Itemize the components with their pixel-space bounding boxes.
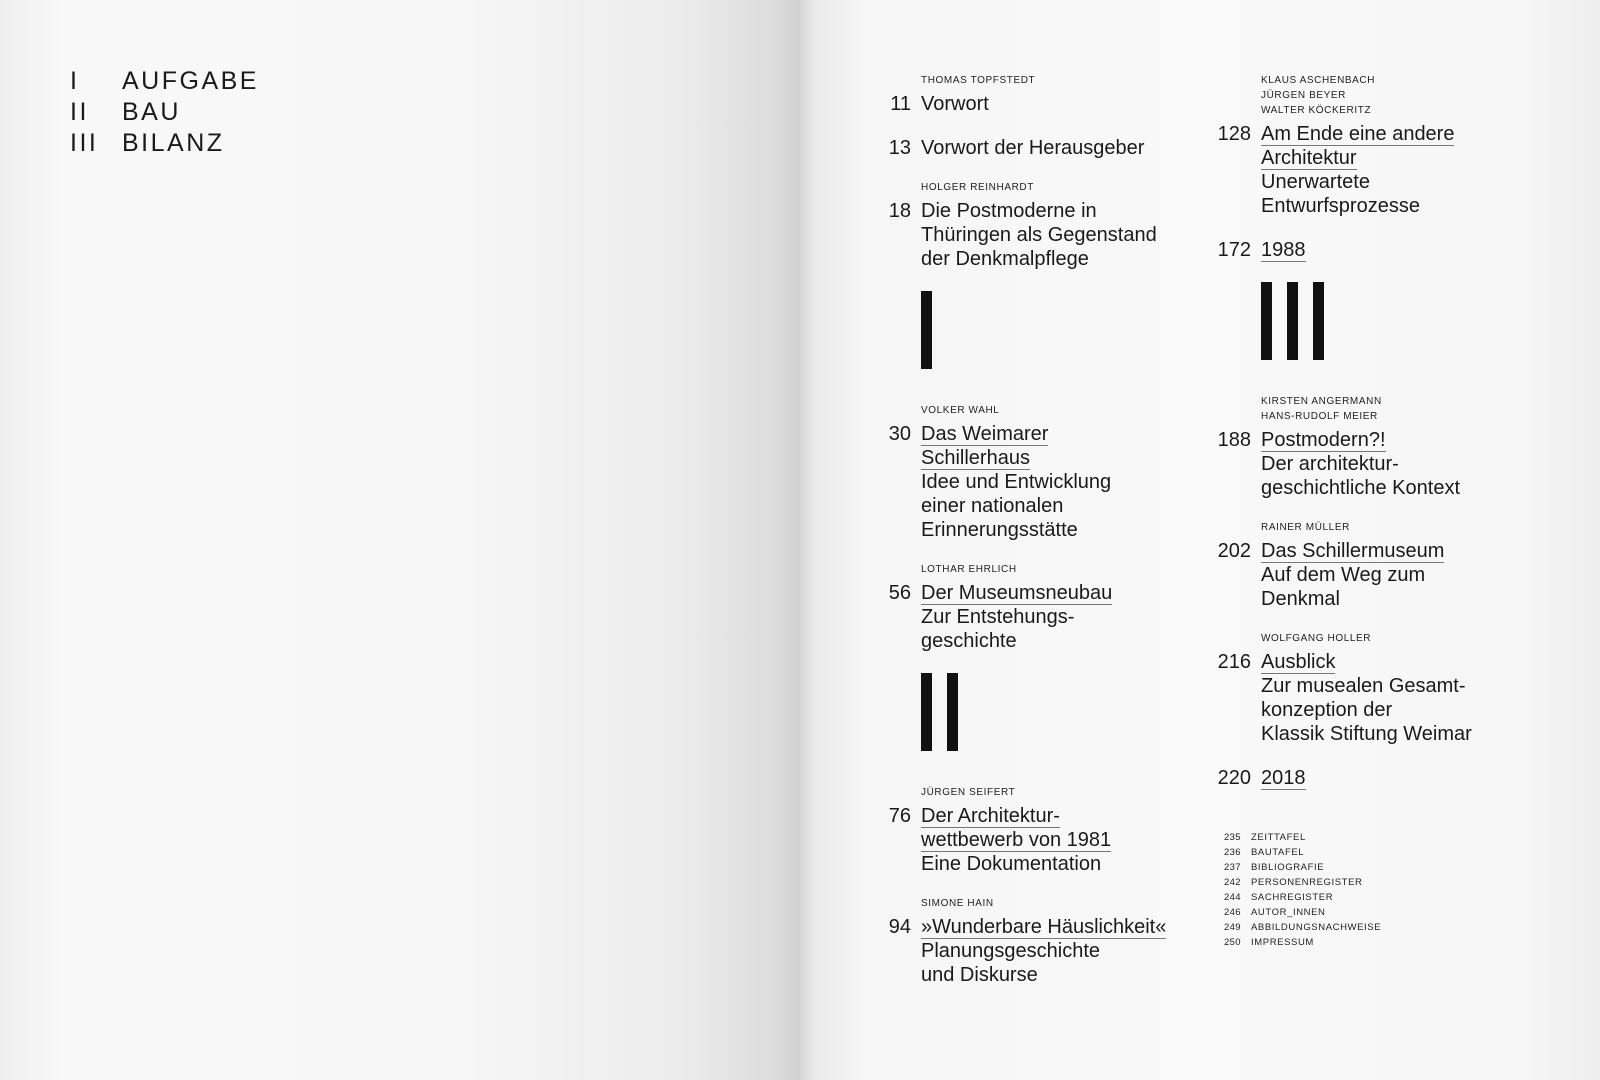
author-name: THOMAS TOPFSTEDT bbox=[921, 75, 1036, 86]
part-numeral: II bbox=[70, 98, 89, 126]
numeral-bar bbox=[947, 673, 958, 751]
page-number: 220 bbox=[1217, 767, 1251, 789]
entry-title-link[interactable]: Das Schillermuseum bbox=[1261, 540, 1445, 562]
entry-authors bbox=[921, 785, 1195, 800]
entry-title-link[interactable]: 2018 bbox=[1261, 767, 1306, 789]
toc-entry bbox=[855, 136, 1195, 160]
entry-subtitle: geschichtliche Kontext bbox=[1261, 477, 1461, 499]
appendix-item[interactable] bbox=[1195, 830, 1555, 845]
page-number: 11 bbox=[890, 93, 911, 115]
page-number: 13 bbox=[888, 137, 911, 159]
appendix-page-number: 250 bbox=[1223, 937, 1241, 948]
part-row bbox=[70, 97, 259, 128]
toc-entry bbox=[855, 785, 1195, 876]
author-name: KLAUS ASCHENBACH bbox=[1261, 75, 1376, 86]
entry-title-link[interactable]: 1988 bbox=[1261, 239, 1306, 261]
part-label: BAU bbox=[122, 98, 181, 126]
author-name: LOTHAR EHRLICH bbox=[921, 564, 1017, 575]
appendix-page-number: 236 bbox=[1223, 847, 1241, 858]
appendix-page-number: 246 bbox=[1223, 907, 1241, 918]
appendix-page-number: 235 bbox=[1223, 832, 1241, 843]
numeral-bar bbox=[1261, 282, 1272, 360]
appendix-page-number: 249 bbox=[1223, 922, 1241, 933]
author-name: RAINER MÜLLER bbox=[1261, 522, 1350, 533]
parts-overview bbox=[70, 66, 259, 159]
entry-title-link[interactable]: Am Ende eine andere bbox=[1261, 123, 1455, 145]
entry-subtitle: Thüringen als Gegenstand bbox=[921, 224, 1157, 246]
entry-subtitle: der Denkmalpflege bbox=[921, 248, 1089, 270]
appendix-label: BIBLIOGRAFIE bbox=[1251, 862, 1325, 873]
entry-authors bbox=[921, 73, 1195, 88]
toc-column-right bbox=[1195, 73, 1555, 950]
toc-entry bbox=[1195, 520, 1555, 611]
toc-entry bbox=[855, 896, 1195, 987]
part-row bbox=[70, 128, 259, 159]
part-one-numeral-mark bbox=[921, 291, 1195, 369]
appendix-item[interactable] bbox=[1195, 875, 1555, 890]
entry-subtitle: Erinnerungsstätte bbox=[921, 519, 1078, 541]
entry-subtitle: Zur Entstehungs- bbox=[921, 606, 1075, 628]
appendix-label: ZEITTAFEL bbox=[1251, 832, 1306, 843]
entry-subtitle: Entwurfsprozesse bbox=[1261, 195, 1420, 217]
page-number: 202 bbox=[1217, 540, 1251, 562]
entry-authors bbox=[1261, 631, 1555, 646]
entry-authors bbox=[921, 562, 1195, 577]
page-number: 172 bbox=[1217, 239, 1251, 261]
appendix-item[interactable] bbox=[1195, 905, 1555, 920]
entry-subtitle: Planungsgeschichte bbox=[921, 940, 1101, 962]
entry-title-link[interactable]: Ausblick bbox=[1261, 651, 1336, 673]
entry-title-link[interactable]: Der Architektur- bbox=[921, 805, 1060, 827]
entry-title: Vorwort bbox=[921, 93, 989, 115]
appendix-label: SACHREGISTER bbox=[1251, 892, 1334, 903]
author-name: JÜRGEN BEYER bbox=[1261, 90, 1346, 101]
entry-subtitle: Der architektur- bbox=[1261, 453, 1399, 475]
appendix-label: IMPRESSUM bbox=[1251, 937, 1314, 948]
page-number: 18 bbox=[888, 200, 911, 222]
entry-subtitle: Eine Dokumentation bbox=[921, 853, 1102, 875]
entry-subtitle: Idee und Entwicklung bbox=[921, 471, 1112, 493]
toc-entry bbox=[855, 403, 1195, 542]
page-number: 30 bbox=[888, 423, 911, 445]
appendix-label: BAUTAFEL bbox=[1251, 847, 1305, 858]
appendix-list bbox=[1195, 830, 1555, 950]
entry-authors bbox=[921, 403, 1195, 418]
entry-authors bbox=[1261, 394, 1555, 424]
appendix-item[interactable] bbox=[1195, 890, 1555, 905]
part-three-numeral-mark bbox=[1261, 282, 1555, 360]
entry-title-link[interactable]: »Wunderbare Häuslichkeit« bbox=[921, 916, 1167, 938]
numeral-bar bbox=[1287, 282, 1298, 360]
page-number: 128 bbox=[1217, 123, 1251, 145]
entry-subtitle: Auf dem Weg zum bbox=[1261, 564, 1426, 586]
part-row bbox=[70, 66, 259, 97]
author-name: WOLFGANG HOLLER bbox=[1261, 633, 1372, 644]
entry-title-link[interactable]: Architektur bbox=[1261, 147, 1357, 169]
toc-entry bbox=[1195, 766, 1555, 790]
entry-authors bbox=[921, 896, 1195, 911]
numeral-bar bbox=[921, 673, 932, 751]
part-numeral: III bbox=[70, 129, 99, 157]
entry-authors bbox=[921, 180, 1195, 195]
page-number: 94 bbox=[888, 916, 911, 938]
part-label: BILANZ bbox=[122, 129, 225, 157]
entry-subtitle: Unerwartete bbox=[1261, 171, 1370, 193]
numeral-bar bbox=[921, 291, 932, 369]
toc-entry bbox=[1195, 394, 1555, 500]
appendix-page-number: 244 bbox=[1223, 892, 1241, 903]
entry-subtitle: geschichte bbox=[921, 630, 1017, 652]
author-name: VOLKER WAHL bbox=[921, 405, 1000, 416]
entry-title-link[interactable]: Das Weimarer bbox=[921, 423, 1049, 445]
entry-title-link[interactable]: Der Museumsneubau bbox=[921, 582, 1113, 604]
author-name: WALTER KÖCKERITZ bbox=[1261, 105, 1372, 116]
page-number: 216 bbox=[1217, 651, 1251, 673]
entry-title-link[interactable]: wettbewerb von 1981 bbox=[921, 829, 1112, 851]
entry-subtitle: Klassik Stiftung Weimar bbox=[1261, 723, 1472, 745]
entry-title-link[interactable]: Schillerhaus bbox=[921, 447, 1030, 469]
author-name: SIMONE HAIN bbox=[921, 898, 994, 909]
appendix-page-number: 242 bbox=[1223, 877, 1241, 888]
author-name: KIRSTEN ANGERMANN bbox=[1261, 396, 1382, 407]
toc-entry bbox=[855, 180, 1195, 271]
appendix-label: ABBILDUNGSNACHWEISE bbox=[1251, 922, 1382, 933]
part-two-numeral-mark bbox=[921, 673, 1195, 751]
appendix-item[interactable] bbox=[1195, 920, 1555, 935]
entry-subtitle: konzeption der bbox=[1261, 699, 1393, 721]
author-name: HANS-RUDOLF MEIER bbox=[1261, 411, 1378, 422]
toc-entry bbox=[855, 562, 1195, 653]
entry-authors bbox=[1261, 520, 1555, 535]
part-label: AUFGABE bbox=[122, 67, 259, 95]
entry-title: Vorwort der Herausgeber bbox=[921, 137, 1145, 159]
entry-title-link[interactable]: Postmodern?! bbox=[1261, 429, 1386, 451]
entry-authors bbox=[1261, 73, 1555, 118]
appendix-label: AUTOR_INNEN bbox=[1251, 907, 1326, 918]
toc-entry bbox=[1195, 631, 1555, 746]
entry-subtitle: und Diskurse bbox=[921, 964, 1038, 986]
appendix-item[interactable] bbox=[1195, 935, 1555, 950]
entry-title: Die Postmoderne in bbox=[921, 200, 1097, 222]
entry-subtitle: Denkmal bbox=[1261, 588, 1340, 610]
author-name: JÜRGEN SEIFERT bbox=[921, 787, 1016, 798]
appendix-item[interactable] bbox=[1195, 845, 1555, 860]
page-number: 76 bbox=[888, 805, 911, 827]
numeral-bar bbox=[1313, 282, 1324, 360]
appendix-item[interactable] bbox=[1195, 860, 1555, 875]
appendix-page-number: 237 bbox=[1223, 862, 1241, 873]
appendix-label: PERSONENREGISTER bbox=[1251, 877, 1363, 888]
entry-subtitle: Zur musealen Gesamt- bbox=[1261, 675, 1466, 697]
toc-entry bbox=[855, 73, 1195, 116]
page-number: 188 bbox=[1217, 429, 1251, 451]
entry-subtitle: einer nationalen bbox=[921, 495, 1064, 517]
toc-entry bbox=[1195, 238, 1555, 262]
toc-column-left bbox=[855, 73, 1195, 1007]
toc-entry bbox=[1195, 73, 1555, 218]
page-number: 56 bbox=[888, 582, 911, 604]
author-name: HOLGER REINHARDT bbox=[921, 182, 1034, 193]
part-numeral: I bbox=[70, 67, 80, 95]
